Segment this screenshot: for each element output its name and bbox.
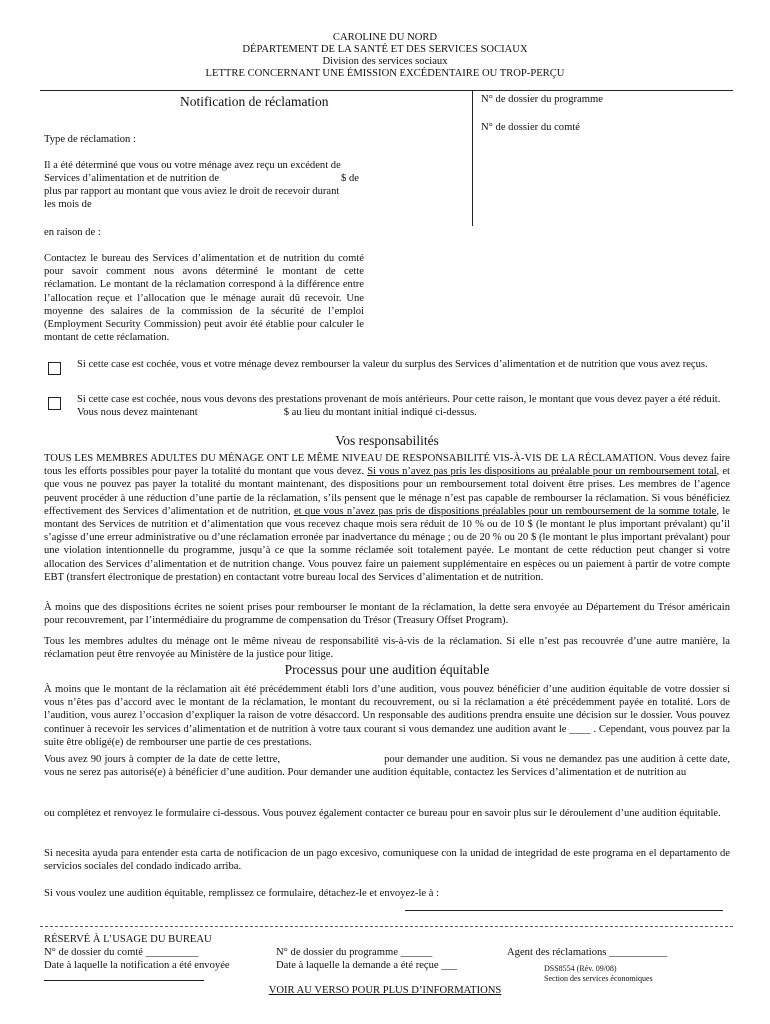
overpayment-checkbox-text: Si cette case est cochée, vous et votre ménage devez rembourser la valeur du surplus des Services d’alimentation et de nutrition que vous avez reçus. bbox=[77, 359, 708, 370]
office-notice-date: Date à laquelle la notification a été envoyée bbox=[44, 960, 230, 971]
hearing-paragraph-3: ou complétez et renvoyez le formulaire ci-dessous. Vous pouvez également contacter ce bureau pour en savoir plus sur le déroulement d’une audition équitable. bbox=[44, 808, 721, 819]
see-reverse-link[interactable]: VOIR AU VERSO POUR PLUS D’INFORMATIONS bbox=[268, 985, 502, 996]
case-column-divider bbox=[472, 90, 473, 226]
office-claims-agent: Agent des réclamations ___________ bbox=[507, 947, 668, 958]
hearing-request-instructions: Si vous voulez une audition équitable, remplissez ce formulaire, détachez-le et envoyez-le à : bbox=[44, 888, 440, 899]
program-case-label: N° de dossier du programme bbox=[481, 94, 603, 105]
mailing-address-line[interactable] bbox=[405, 910, 723, 911]
office-county-case: N° de dossier du comté __________ bbox=[44, 947, 199, 958]
contact-paragraph: Contactez le bureau des Services d’alimentation et de nutrition du comté pour savoir comment nous avons déterminé le montant de cette réclamation. Le montant de la réclamation correspond à la différence entre l’allocation reçue et l’allocation que le ménage aurait dû recevoir. Une moyenne des salaires de la commission de la sécurité de l’emploi (Employment Security Commission) peut avoir été établie pour calculer le montant de cette réclamation. bbox=[44, 253, 364, 344]
responsibilities-title: Vos responsabilités bbox=[335, 433, 439, 448]
office-use-title: RÉSERVÉ À L’USAGE DU BUREAU bbox=[44, 934, 212, 945]
notice-title: Notification de réclamation bbox=[180, 94, 329, 109]
hearing-title: Processus pour une audition équitable bbox=[284, 662, 490, 677]
responsibilities-paragraph-1: TOUS LES MEMBRES ADULTES DU MÉNAGE ONT LE MÊME NIVEAU DE RESPONSABILITÉ VIS-À-VIS DE LA RÉCLAMATION. Vous devez faire tous les efforts possibles pour payer la totalité du montant que vous devez. Si vous n’avez pas pris les dispositions au préalable pour un remboursement total, et que vous ne pouvez pas payer la totalité du montant maintenant, des dispositions pour un remboursement total doivent être prises. Les membres de l’agence peuvent procéder à une réduction d’une partie de la réclamation, s’ils pensent que le ménage n’est pas capable de rembourser la réclamation. Si vous bénéficiez effectivement des Services d’alimentation et de nutrition, et que vous n’avez pas pris de dispositions préalables pour un remboursement de la somme totale, le montant des Services de nutrition et d’alimentation que vous recevez chaque mois sera réduit de 10 % ou de 10 $ (le montant le plus important prévalant) qu’il s’agisse d’une erreur administrative ou d’une réclamation erronée par inadvertance du ménage ; ou de 20 % ou 20 $ (le montant le plus important prévalant) pour une violation intentionnelle du programme, jusqu’à ce que la somme réclamée soit totalement payée. Le montant de cette réduction peut changer si votre allocation des Services d’alimentation et de nutrition change. Vous pouvez faire un paiement supplémentaire en espèces ou un paiement à partir de votre compte EBT (transfert électronique de prestation) en contactant votre bureau local des Services d’alimentation et de nutrition. bbox=[44, 453, 730, 583]
office-request-date: Date à laquelle la demande a été reçue ___ bbox=[276, 960, 458, 971]
spanish-help-paragraph: Si necesita ayuda para entender esta carta de notificacion de un pago excesivo, comuniquese con la unidad de integridad de este programa en el departamento de servicios sociales del condado indicado arriba. bbox=[44, 848, 730, 873]
header-line-3: Division des services sociaux bbox=[322, 56, 448, 67]
claim-type-label: Type de réclamation : bbox=[44, 134, 136, 145]
form-number: DSS8554 (Rév. 09/08) bbox=[544, 964, 617, 973]
hearing-paragraph-2: Vous avez 90 jours à compter de la date de cette lettre, pour demander une audition. Si vous ne demandez pas une audition à cette date, vous ne serez pas autorisé(e) à bénéficier d’une audition. Pour demander une audition équitable, contactez les Services d’alimentation et de nutrition au bbox=[44, 754, 731, 779]
received-line-1: Il a été déterminé que vous ou votre ménage avez reçu un excédent de bbox=[44, 160, 341, 171]
header-rule bbox=[40, 90, 733, 91]
form-section: Section des services économiques bbox=[544, 974, 653, 983]
responsibilities-paragraph-3: Tous les membres adultes du ménage ont le même niveau de responsabilité vis-à-vis de la réclamation. Si elle n’est pas recouvrée d’une autre manière, la réclamation peut être renvoyée au Ministère de la justice pour litige. bbox=[44, 636, 730, 661]
office-notice-date-line[interactable] bbox=[44, 980, 204, 981]
office-program-case: N° de dossier du programme ______ bbox=[276, 947, 433, 958]
received-line-2a: Services d’alimentation et de nutrition de bbox=[44, 173, 220, 184]
reason-label: en raison de : bbox=[44, 227, 101, 238]
county-case-label: N° de dossier du comté bbox=[481, 122, 580, 133]
header-line-1: CAROLINE DU NORD bbox=[332, 32, 438, 43]
received-line-4: les mois de bbox=[44, 199, 92, 210]
received-line-3: plus par rapport au montant que vous aviez le droit de recevoir durant bbox=[44, 186, 340, 197]
header-line-4: LETTRE CONCERNANT UNE ÉMISSION EXCÉDENTAIRE OU TROP-PERÇU bbox=[205, 68, 565, 79]
credit-checkbox-text: Si cette case est cochée, nous vous devons des prestations provenant de mois antérieurs. Pour cette raison, le montant que vous devez payer a été réduit. Vous nous devez maintenant $ au lieu du montant initial indiqué ci-dessus. bbox=[77, 394, 721, 419]
detach-dashed-line bbox=[40, 926, 733, 927]
hearing-paragraph-1: À moins que le montant de la réclamation ait été précédemment établi lors d’une audition, vous pouvez bénéficier d’une audition équitable de votre dossier si vous n’êtes pas d’accord avec le montant de la réclamation, le montant du recouvrement, ou si la réclamation a été précédemment payée en totalité. Lors de l’audition, vous aurez l’occasion d’expliquer la raison de votre désaccord. Un responsable des auditions prendra ensuite une décision sur le dossier. Vous pouvez continuer à recevoir les services d’alimentation et de nutrition à votre taux courant si vous demandez une audition avant le ____ . Cependant, vous pouvez par la suite être obligé(e) de rembourser une partie de ces prestations. bbox=[44, 684, 730, 748]
received-line-2b: $ de bbox=[341, 173, 359, 184]
responsibilities-paragraph-2: À moins que des dispositions écrites ne soient prises pour rembourser le montant de la réclamation, la dette sera envoyée au Département du Trésor américain pour recouvrement, par l’intermédiaire du programme de compensation du Trésor (Treasury Offset Program). bbox=[44, 602, 730, 627]
overpayment-checkbox[interactable] bbox=[48, 362, 61, 375]
credit-checkbox[interactable] bbox=[48, 397, 61, 410]
header-line-2: DÉPARTEMENT DE LA SANTÉ ET DES SERVICES SOCIAUX bbox=[242, 44, 528, 55]
